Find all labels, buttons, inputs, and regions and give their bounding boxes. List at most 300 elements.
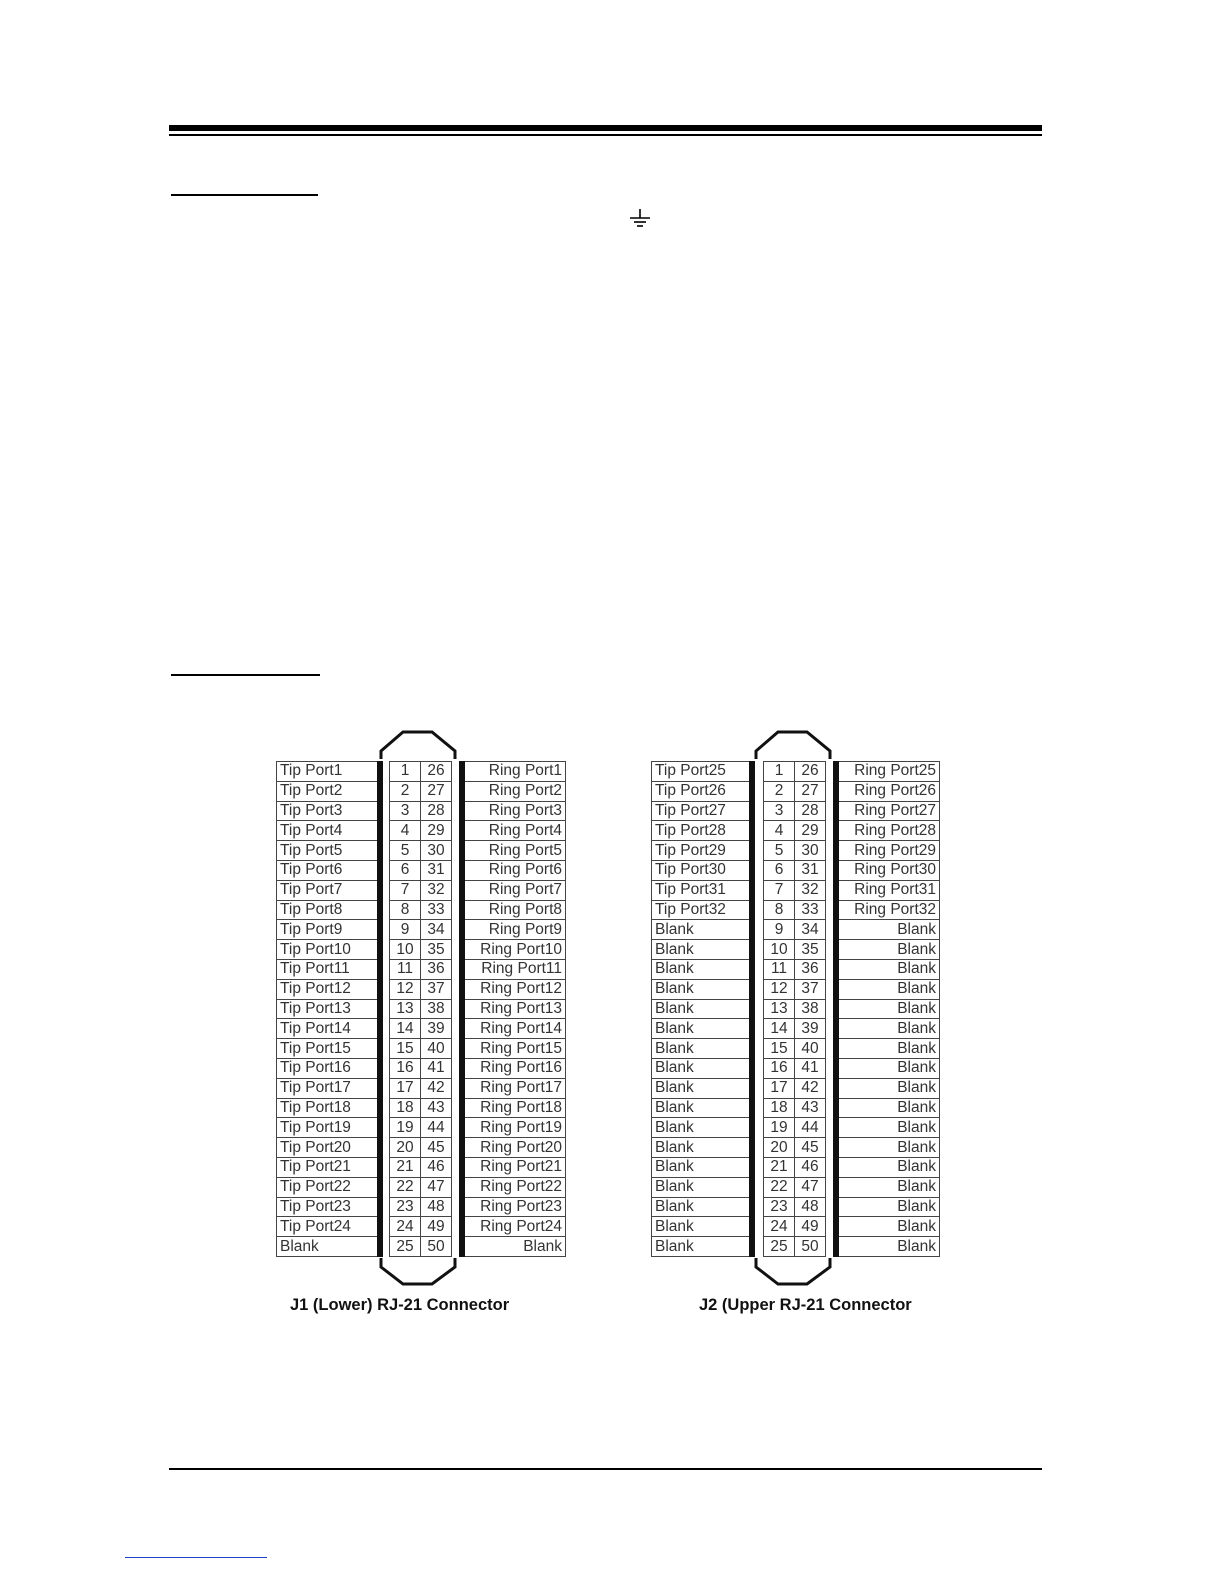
ring-label: Blank — [836, 1039, 940, 1059]
ring-label: Ring Port27 — [836, 801, 940, 821]
pin-number: 26 — [421, 762, 452, 782]
pin-number: 28 — [795, 801, 826, 821]
connector-bar — [826, 1217, 836, 1237]
section-underline — [171, 674, 320, 676]
ring-label: Ring Port28 — [836, 821, 940, 841]
connector-bar — [452, 762, 462, 782]
tip-label: Blank — [652, 1157, 752, 1177]
ring-label: Ring Port14 — [462, 1019, 566, 1039]
pinout-row — [277, 1197, 566, 1217]
pin-number: 12 — [390, 979, 421, 999]
pinout-row — [652, 999, 940, 1019]
tip-label: Tip Port8 — [277, 900, 380, 920]
connector-bar — [452, 900, 462, 920]
tip-label: Blank — [652, 1019, 752, 1039]
section-underline — [171, 194, 318, 196]
connector-bar — [752, 821, 764, 841]
ring-label: Blank — [836, 1177, 940, 1197]
pin-number: 8 — [764, 900, 795, 920]
connector-bar — [826, 959, 836, 979]
connector-bar — [826, 860, 836, 880]
ring-label: Ring Port30 — [836, 860, 940, 880]
pinout-row — [277, 1058, 566, 1078]
pinout-row — [277, 940, 566, 960]
tip-label: Tip Port23 — [277, 1197, 380, 1217]
pinout-row — [652, 1118, 940, 1138]
ring-label: Ring Port10 — [462, 940, 566, 960]
tip-label: Tip Port12 — [277, 979, 380, 999]
connector-bar — [380, 1138, 390, 1158]
tip-label: Tip Port14 — [277, 1019, 380, 1039]
pin-number: 35 — [421, 940, 452, 960]
pin-number: 14 — [764, 1019, 795, 1039]
connector-bar — [752, 1098, 764, 1118]
pin-number: 35 — [795, 940, 826, 960]
ring-label: Ring Port7 — [462, 880, 566, 900]
connector-bar — [826, 1019, 836, 1039]
header-rule-thick — [169, 125, 1042, 131]
connector-bar — [380, 821, 390, 841]
pinout-row — [277, 880, 566, 900]
connector-bar — [752, 959, 764, 979]
pinout-row — [652, 979, 940, 999]
tip-label: Blank — [652, 1039, 752, 1059]
tip-label: Blank — [652, 1197, 752, 1217]
pin-number: 8 — [390, 900, 421, 920]
pinout-row — [277, 1118, 566, 1138]
ring-label: Ring Port25 — [836, 762, 940, 782]
ring-label: Ring Port1 — [462, 762, 566, 782]
j1-connector-caption: J1 (Lower) RJ-21 Connector — [290, 1296, 510, 1314]
connector-bar — [452, 1019, 462, 1039]
pin-number: 21 — [764, 1157, 795, 1177]
pinout-row — [277, 1039, 566, 1059]
pin-number: 9 — [390, 920, 421, 940]
connector-bar — [452, 1197, 462, 1217]
connector-bar — [826, 1237, 836, 1257]
tip-label: Tip Port28 — [652, 821, 752, 841]
tip-label: Blank — [652, 940, 752, 960]
ring-label: Ring Port29 — [836, 841, 940, 861]
pin-number: 33 — [421, 900, 452, 920]
pin-number: 42 — [421, 1078, 452, 1098]
connector-bar — [826, 880, 836, 900]
ring-label: Blank — [836, 1157, 940, 1177]
pin-number: 31 — [795, 860, 826, 880]
pin-number: 36 — [421, 959, 452, 979]
connector-bar — [380, 1019, 390, 1039]
pinout-row — [652, 1157, 940, 1177]
tip-label: Tip Port32 — [652, 900, 752, 920]
pin-number: 19 — [764, 1118, 795, 1138]
connector-bar — [752, 900, 764, 920]
connector-bar — [380, 1039, 390, 1059]
pin-number: 26 — [795, 762, 826, 782]
footer-rule — [169, 1468, 1042, 1470]
connector-bar — [452, 880, 462, 900]
pinout-row — [652, 1217, 940, 1237]
pinout-row — [277, 959, 566, 979]
pin-number: 20 — [764, 1138, 795, 1158]
tip-label: Tip Port30 — [652, 860, 752, 880]
connector-bar — [380, 1197, 390, 1217]
j1-pinout-table — [276, 761, 566, 1257]
connector-bar — [826, 979, 836, 999]
pinout-row — [277, 1098, 566, 1118]
connector-bar — [826, 841, 836, 861]
pin-number: 30 — [795, 841, 826, 861]
connector-bar — [452, 999, 462, 1019]
tip-label: Tip Port11 — [277, 959, 380, 979]
pin-number: 49 — [795, 1217, 826, 1237]
pin-number: 44 — [421, 1118, 452, 1138]
pin-number: 41 — [421, 1058, 452, 1078]
connector-bar — [452, 781, 462, 801]
pin-number: 17 — [390, 1078, 421, 1098]
connector-bar — [826, 900, 836, 920]
connector-bar — [826, 1138, 836, 1158]
pin-number: 4 — [764, 821, 795, 841]
pin-number: 20 — [390, 1138, 421, 1158]
connector-bar — [380, 900, 390, 920]
pinout-row — [652, 1197, 940, 1217]
connector-bar — [452, 1177, 462, 1197]
pinout-row — [277, 999, 566, 1019]
pin-number: 30 — [421, 841, 452, 861]
connector-bar — [752, 801, 764, 821]
pin-number: 12 — [764, 979, 795, 999]
pin-number: 27 — [421, 781, 452, 801]
connector-bar — [380, 1177, 390, 1197]
pin-number: 16 — [764, 1058, 795, 1078]
pin-number: 50 — [421, 1237, 452, 1257]
connector-bar — [380, 880, 390, 900]
pin-number: 24 — [764, 1217, 795, 1237]
pin-number: 46 — [795, 1157, 826, 1177]
connector-bar — [826, 999, 836, 1019]
pin-number: 46 — [421, 1157, 452, 1177]
connector-bar — [752, 1157, 764, 1177]
tip-label: Blank — [652, 1138, 752, 1158]
pin-number: 32 — [421, 880, 452, 900]
pin-number: 11 — [764, 959, 795, 979]
ring-label: Ring Port8 — [462, 900, 566, 920]
tip-label: Blank — [652, 920, 752, 940]
ring-label: Ring Port4 — [462, 821, 566, 841]
pin-number: 36 — [795, 959, 826, 979]
pin-number: 25 — [764, 1237, 795, 1257]
pinout-row — [652, 1058, 940, 1078]
connector-bar — [452, 979, 462, 999]
pinout-row — [277, 841, 566, 861]
pin-number: 4 — [390, 821, 421, 841]
ring-label: Blank — [836, 940, 940, 960]
ring-label: Ring Port24 — [462, 1217, 566, 1237]
connector-bar — [452, 940, 462, 960]
pin-number: 7 — [764, 880, 795, 900]
ring-label: Blank — [836, 959, 940, 979]
connector-bar — [452, 860, 462, 880]
pinout-row — [652, 900, 940, 920]
pin-number: 47 — [795, 1177, 826, 1197]
tip-label: Tip Port18 — [277, 1098, 380, 1118]
tip-label: Tip Port9 — [277, 920, 380, 940]
pin-number: 49 — [421, 1217, 452, 1237]
connector-bar — [452, 841, 462, 861]
pin-number: 9 — [764, 920, 795, 940]
tip-label: Tip Port20 — [277, 1138, 380, 1158]
pinout-row — [277, 1177, 566, 1197]
ring-label: Ring Port32 — [836, 900, 940, 920]
ring-label: Ring Port3 — [462, 801, 566, 821]
connector-bar — [452, 1217, 462, 1237]
pin-number: 27 — [795, 781, 826, 801]
ring-label: Ring Port22 — [462, 1177, 566, 1197]
pin-number: 39 — [795, 1019, 826, 1039]
connector-bar — [752, 841, 764, 861]
tip-label: Tip Port10 — [277, 940, 380, 960]
pinout-row — [652, 860, 940, 880]
pinout-row — [277, 1237, 566, 1257]
ring-label: Blank — [462, 1237, 566, 1257]
pin-number: 16 — [390, 1058, 421, 1078]
pin-number: 31 — [421, 860, 452, 880]
tip-label: Tip Port5 — [277, 841, 380, 861]
connector-bar — [826, 1197, 836, 1217]
pin-number: 23 — [390, 1197, 421, 1217]
connector-bar — [380, 979, 390, 999]
connector-bar — [380, 1078, 390, 1098]
pin-number: 34 — [421, 920, 452, 940]
tip-label: Tip Port2 — [277, 781, 380, 801]
pin-number: 43 — [421, 1098, 452, 1118]
pin-number: 2 — [390, 781, 421, 801]
connector-bar — [380, 860, 390, 880]
pin-number: 42 — [795, 1078, 826, 1098]
pin-number: 25 — [390, 1237, 421, 1257]
tip-label: Tip Port24 — [277, 1217, 380, 1237]
connector-bar — [752, 920, 764, 940]
pin-number: 44 — [795, 1118, 826, 1138]
pin-number: 38 — [795, 999, 826, 1019]
connector-bar — [452, 1039, 462, 1059]
ring-label: Blank — [836, 1098, 940, 1118]
pin-number: 40 — [421, 1039, 452, 1059]
ring-label: Blank — [836, 1197, 940, 1217]
connector-bar — [380, 999, 390, 1019]
connector-bar — [752, 860, 764, 880]
pin-number: 37 — [795, 979, 826, 999]
tip-label: Blank — [652, 999, 752, 1019]
connector-bar — [826, 1157, 836, 1177]
connector-bar — [826, 1118, 836, 1138]
tip-label: Tip Port26 — [652, 781, 752, 801]
ring-label: Ring Port9 — [462, 920, 566, 940]
tip-label: Blank — [652, 1237, 752, 1257]
pin-number: 34 — [795, 920, 826, 940]
connector-bar — [826, 762, 836, 782]
ring-label: Ring Port13 — [462, 999, 566, 1019]
pin-number: 33 — [795, 900, 826, 920]
pin-number: 18 — [390, 1098, 421, 1118]
connector-bar — [826, 781, 836, 801]
pin-number: 40 — [795, 1039, 826, 1059]
ring-label: Blank — [836, 920, 940, 940]
connector-bar — [752, 1217, 764, 1237]
pinout-row — [277, 1078, 566, 1098]
connector-bar — [752, 1039, 764, 1059]
pinout-row — [652, 821, 940, 841]
pin-number: 39 — [421, 1019, 452, 1039]
ring-label: Blank — [836, 1138, 940, 1158]
pin-number: 5 — [764, 841, 795, 861]
connector-bar — [380, 1157, 390, 1177]
connector-bar — [752, 999, 764, 1019]
connector-bar — [452, 821, 462, 841]
connector-bar — [752, 1237, 764, 1257]
ring-label: Blank — [836, 1217, 940, 1237]
ring-label: Ring Port19 — [462, 1118, 566, 1138]
footer-link-underline — [125, 1557, 267, 1558]
pin-number: 41 — [795, 1058, 826, 1078]
ring-label: Blank — [836, 979, 940, 999]
pin-number: 24 — [390, 1217, 421, 1237]
connector-bar — [452, 1058, 462, 1078]
ring-label: Blank — [836, 999, 940, 1019]
pin-number: 13 — [764, 999, 795, 1019]
pinout-row — [277, 1019, 566, 1039]
ring-label: Ring Port17 — [462, 1078, 566, 1098]
tip-label: Blank — [652, 1078, 752, 1098]
tip-label: Blank — [652, 1118, 752, 1138]
tip-label: Tip Port16 — [277, 1058, 380, 1078]
pin-number: 17 — [764, 1078, 795, 1098]
pin-number: 1 — [390, 762, 421, 782]
pin-number: 14 — [390, 1019, 421, 1039]
tip-label: Tip Port19 — [277, 1118, 380, 1138]
connector-bar — [380, 1058, 390, 1078]
ring-label: Ring Port31 — [836, 880, 940, 900]
ring-label: Blank — [836, 1118, 940, 1138]
pin-number: 29 — [795, 821, 826, 841]
pin-number: 48 — [795, 1197, 826, 1217]
ring-label: Ring Port16 — [462, 1058, 566, 1078]
connector-bar — [452, 1078, 462, 1098]
ring-label: Ring Port18 — [462, 1098, 566, 1118]
tip-label: Tip Port6 — [277, 860, 380, 880]
pinout-row — [652, 1039, 940, 1059]
pin-number: 22 — [390, 1177, 421, 1197]
connector-bar — [380, 801, 390, 821]
j2-pinout-table — [651, 761, 940, 1257]
connector-bar — [826, 801, 836, 821]
ring-label: Blank — [836, 1058, 940, 1078]
connector-bar — [452, 1157, 462, 1177]
tip-label: Tip Port29 — [652, 841, 752, 861]
pin-number: 37 — [421, 979, 452, 999]
pin-number: 3 — [764, 801, 795, 821]
pin-number: 10 — [764, 940, 795, 960]
tip-label: Tip Port15 — [277, 1039, 380, 1059]
tip-label: Tip Port27 — [652, 801, 752, 821]
connector-bar — [752, 1177, 764, 1197]
pin-number: 13 — [390, 999, 421, 1019]
pinout-row — [652, 1019, 940, 1039]
ring-label: Blank — [836, 1019, 940, 1039]
pinout-row — [277, 979, 566, 999]
pin-number: 1 — [764, 762, 795, 782]
pinout-row — [652, 762, 940, 782]
tip-label: Blank — [652, 979, 752, 999]
connector-bar — [380, 762, 390, 782]
pin-number: 15 — [764, 1039, 795, 1059]
pin-number: 29 — [421, 821, 452, 841]
connector-bar — [452, 1118, 462, 1138]
pinout-row — [652, 1138, 940, 1158]
pinout-row — [652, 1098, 940, 1118]
pin-number: 10 — [390, 940, 421, 960]
connector-bar — [752, 1058, 764, 1078]
tip-label: Tip Port22 — [277, 1177, 380, 1197]
pinout-row — [652, 959, 940, 979]
j2-connector-caption: J2 (Upper RJ-21 Connector — [699, 1296, 912, 1314]
connector-bar — [380, 781, 390, 801]
tip-label: Tip Port4 — [277, 821, 380, 841]
pinout-row — [277, 1157, 566, 1177]
connector-bar — [826, 1078, 836, 1098]
ring-label: Ring Port26 — [836, 781, 940, 801]
pinout-row — [652, 1237, 940, 1257]
pinout-row — [277, 762, 566, 782]
pin-number: 21 — [390, 1157, 421, 1177]
connector-bar — [452, 801, 462, 821]
pinout-row — [652, 1078, 940, 1098]
pin-number: 28 — [421, 801, 452, 821]
tip-label: Tip Port13 — [277, 999, 380, 1019]
connector-bar — [826, 821, 836, 841]
pin-number: 45 — [421, 1138, 452, 1158]
tip-label: Tip Port17 — [277, 1078, 380, 1098]
tip-label: Blank — [652, 1058, 752, 1078]
connector-bar — [380, 1098, 390, 1118]
pin-number: 47 — [421, 1177, 452, 1197]
pin-number: 45 — [795, 1138, 826, 1158]
pinout-row — [652, 920, 940, 940]
tip-label: Blank — [277, 1237, 380, 1257]
ring-label: Ring Port21 — [462, 1157, 566, 1177]
connector-bar — [752, 880, 764, 900]
connector-bar — [752, 1019, 764, 1039]
tip-label: Tip Port1 — [277, 762, 380, 782]
tip-label: Tip Port21 — [277, 1157, 380, 1177]
ring-label: Ring Port23 — [462, 1197, 566, 1217]
pin-number: 22 — [764, 1177, 795, 1197]
pinout-row — [277, 900, 566, 920]
connector-bar — [826, 1098, 836, 1118]
connector-bar — [752, 1078, 764, 1098]
pinout-row — [652, 781, 940, 801]
ring-label: Ring Port2 — [462, 781, 566, 801]
connector-bar — [452, 1237, 462, 1257]
pin-number: 11 — [390, 959, 421, 979]
tip-label: Tip Port31 — [652, 880, 752, 900]
connector-bar — [752, 762, 764, 782]
connector-bar — [752, 781, 764, 801]
pin-number: 5 — [390, 841, 421, 861]
pinout-row — [277, 860, 566, 880]
tip-label: Blank — [652, 1177, 752, 1197]
connector-bar — [752, 1197, 764, 1217]
